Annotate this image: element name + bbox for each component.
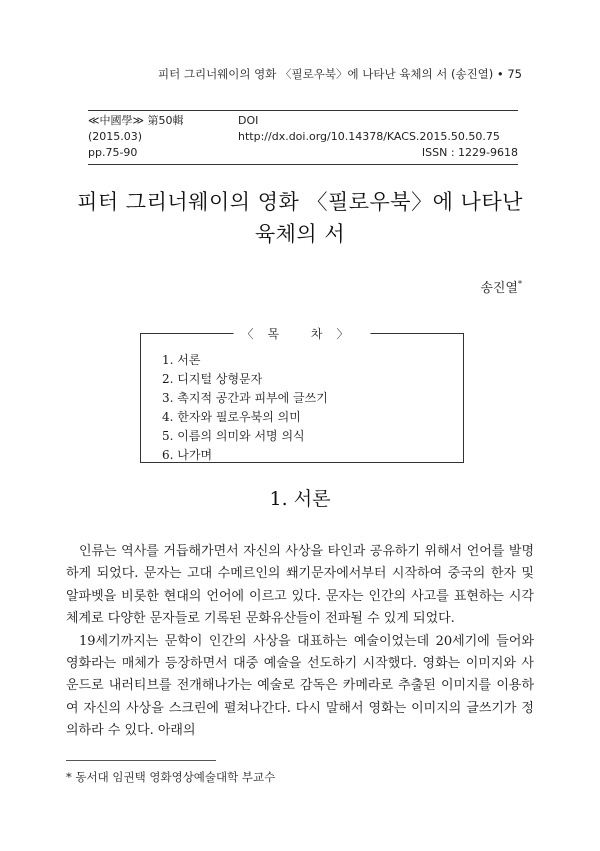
journal-meta	[88, 110, 518, 165]
footnote: * 동서대 임권택 영화영상예술대학 부교수	[66, 770, 276, 784]
toc-item[interactable]: 5. 이름의 의미와 서명 의식	[162, 429, 305, 443]
author-footnote-mark: *	[518, 279, 522, 289]
toc-item[interactable]: 6. 나가며	[162, 448, 213, 462]
toc-list	[141, 334, 463, 465]
body-paragraph: 19세기까지는 문학이 인간의 사상을 대표하는 예술이었는데 20세기에 들어와 영화라는 매체가 등장하면서 대중 예술을 선도하기 시작했다. 영화는 이미지와 사운드로 내러티브를 전개해나가는 예술로 감독은 카메라로 추출된 이미지를 이용하여 자신의 사상을 스크린에 펼쳐나간다. 다시 말해서 영화는 이미지의 글쓰기가 정의하라 수 있다. 아래의	[66, 633, 534, 739]
issn: ISSN : 1229-9618	[421, 146, 518, 159]
doi-link[interactable]: DOI http://dx.doi.org/10.14378/KACS.2015.50.50.75	[238, 114, 500, 143]
page-range: pp.75-90	[88, 146, 138, 159]
toc-heading: 〈목 차〉	[234, 325, 371, 342]
section-heading: 1. 서론	[269, 488, 331, 510]
paper-title	[40, 186, 560, 250]
author	[480, 277, 522, 296]
toc-item[interactable]: 4. 한자와 필로우북의 의미	[162, 410, 301, 424]
paper-title-line1: 피터 그리너웨이의 영화 〈필로우북〉에 나타난	[77, 190, 523, 214]
toc-item[interactable]: 2. 디지털 상형문자	[162, 372, 263, 386]
table-of-contents	[140, 327, 464, 463]
paper-title-line2: 육체의 서	[254, 222, 346, 246]
journal-name: ≪中國學≫ 第50輯 (2015.03)	[88, 114, 184, 143]
body-text	[66, 541, 534, 743]
author-name: 송진열	[480, 281, 518, 296]
running-header: 피터 그리너웨이의 영화 〈필로우북〉에 나타난 육체의 서 (송진열) • 75	[157, 67, 522, 81]
footnote-divider	[66, 760, 216, 761]
toc-item[interactable]: 1. 서론	[162, 353, 201, 367]
body-paragraph: 인류는 역사를 거듭해가면서 자신의 사상을 타인과 공유하기 위해서 언어를 발명하게 되었다. 문자는 고대 수메르인의 쐐기문자에서부터 시작하여 중국의 한자 및 알파벳을 비롯한 현대의 언어에 이르고 있다. 문자는 인간의 사고를 표현하는 시각체계로 다양한 문자들로 기록된 문화유산들이 전파될 수 있게 되었다.	[66, 544, 534, 627]
toc-item[interactable]: 3. 촉지적 공간과 피부에 글쓰기	[162, 391, 328, 405]
